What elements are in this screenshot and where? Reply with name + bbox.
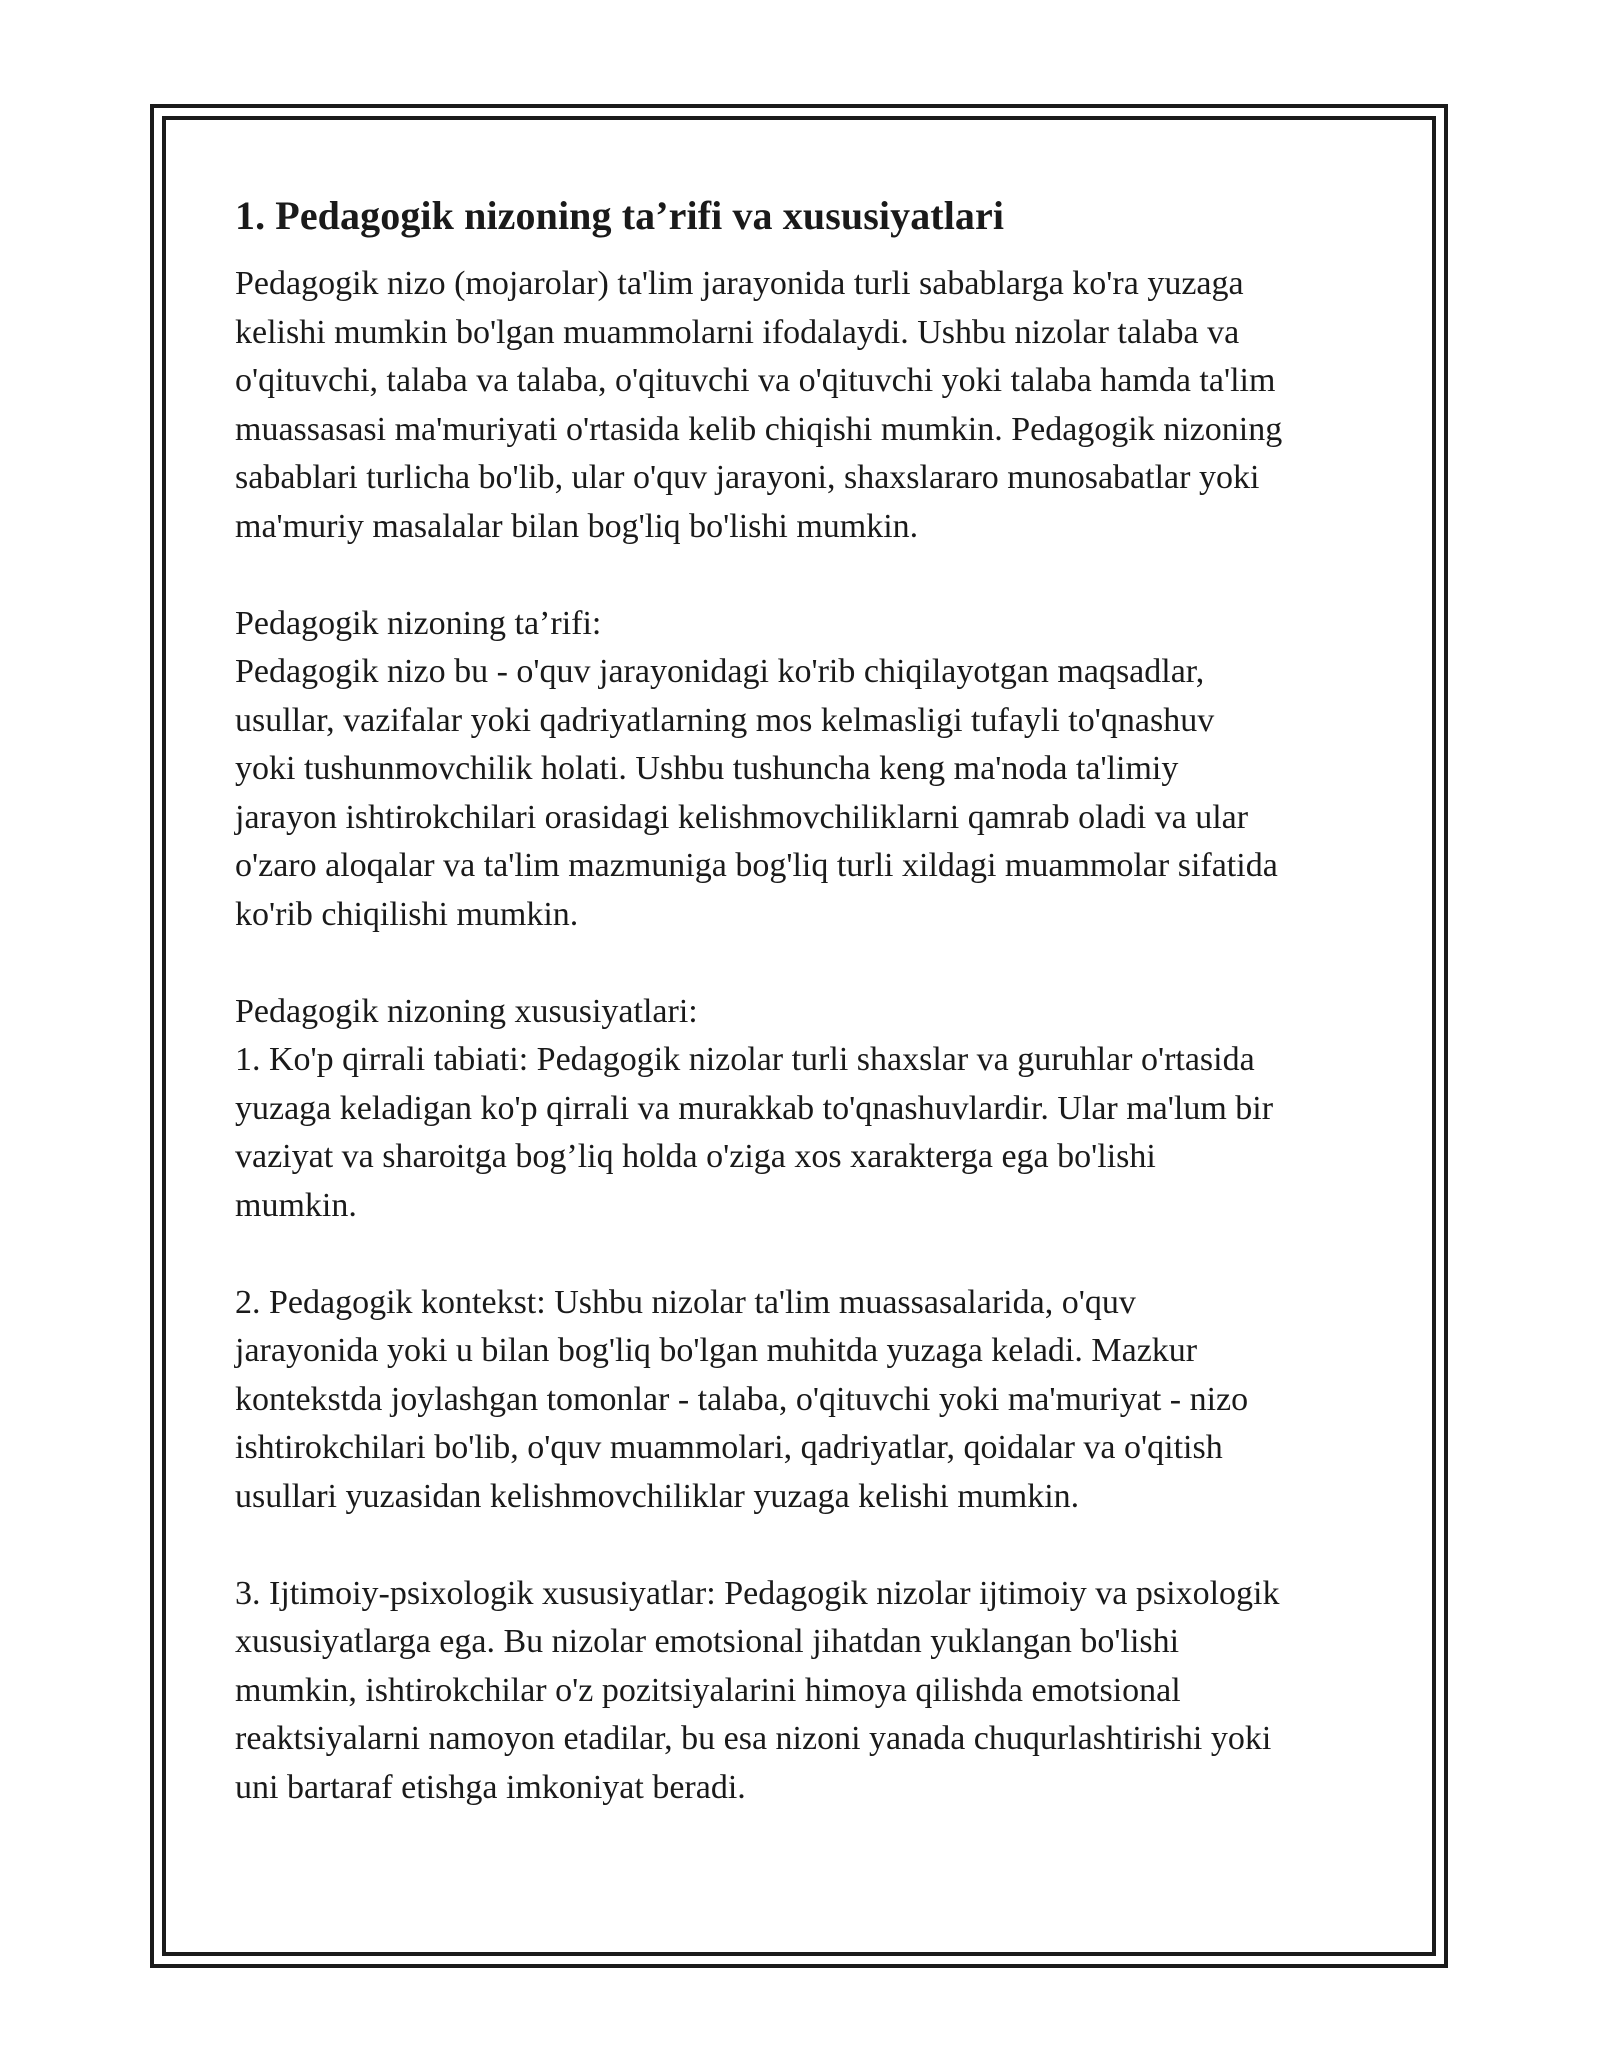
section-heading: 1. Pedagogik nizoning ta’rifi va xususiyatlari <box>235 193 1005 238</box>
paragraph-features-2: 2. Pedagogik kontekst: Ushbu nizolar ta'lim muassasalarida, o'quv jarayonida yoki u bilan bog'liq bo'lgan muhitda yuzaga keladi. Mazkur kontekstda joylashgan tomonlar - talaba, o'qituvchi yoki ma'muriyat - nizo ishtirokchilari bo'lib, o'quv muammolari, qadriyatlar, qoidalar va o'qitish usullari yuzasidan kelishmovchiliklar yuzaga kelishi mumkin. <box>235 1283 1249 1515</box>
paragraph-definition: Pedagogik nizoning ta’rifi: Pedagogik nizo bu - o'quv jarayonidagi ko'rib chiqilayotgan maqsadlar, usullar, vazifalar yoki qadriyatlarning mos kelmasligi tufayli to'qnashuv yoki tushunmovchilik holati. Ushbu tushuncha keng ma'noda ta'limiy jarayon ishtirokchilari orasidagi kelishmovchiliklarni qamrab oladi va ular o'zaro aloqalar va ta'lim mazmuniga bog'liq turli xildagi muammolar sifatida ko'rib chiqilishi mumkin. <box>235 604 1278 933</box>
paragraph-gap <box>235 939 1385 988</box>
paragraph-features-3: 3. Ijtimoiy-psixologik xususiyatlar: Pedagogik nizolar ijtimoiy va psixologik xususiyatlarga ega. Bu nizolar emotsional jihatdan yuklangan bo'lishi mumkin, ishtirokchilar o'z pozitsiyalarini himoya qilishda emotsional reaktsiyalarni namoyon etadilar, bu esa nizoni yanada chuqurlashtirishi yoki uni bartaraf etishga imkoniyat beradi. <box>235 1574 1280 1806</box>
paragraph-gap <box>235 1230 1385 1279</box>
paragraph-features-1: Pedagogik nizoning xususiyatlari: 1. Ko'p qirrali tabiati: Pedagogik nizolar turli shaxslar va guruhlar o'rtasida yuzaga keladigan ko'p qirrali va murakkab to'qnashuvlardir. Ular ma'lum bir vaziyat va sharoitga bog’liq holda o'ziga xos xarakterga ega bo'lishi mumkin. <box>235 992 1274 1224</box>
paragraph-intro: Pedagogik nizo (mojarolar) ta'lim jarayonida turli sabablarga ko'ra yuzaga kelishi mumkin bo'lgan muammolarni ifodalaydi. Ushbu nizolar talaba va o'qituvchi, talaba va talaba, o'qituvchi va o'qituvchi yoki talaba hamda ta'lim muassasasi ma'muriyati o'rtasida kelib chiqishi mumkin. Pedagogik nizoning sabablari turlicha bo'lib, ular o'quv jarayoni, shaxslararo munosabatlar yoki ma'muriy masalalar bilan bog'liq bo'lishi mumkin. <box>235 265 1283 545</box>
paragraph-gap <box>235 551 1385 600</box>
paragraph-gap <box>235 1521 1385 1570</box>
document-body <box>235 190 1385 1812</box>
